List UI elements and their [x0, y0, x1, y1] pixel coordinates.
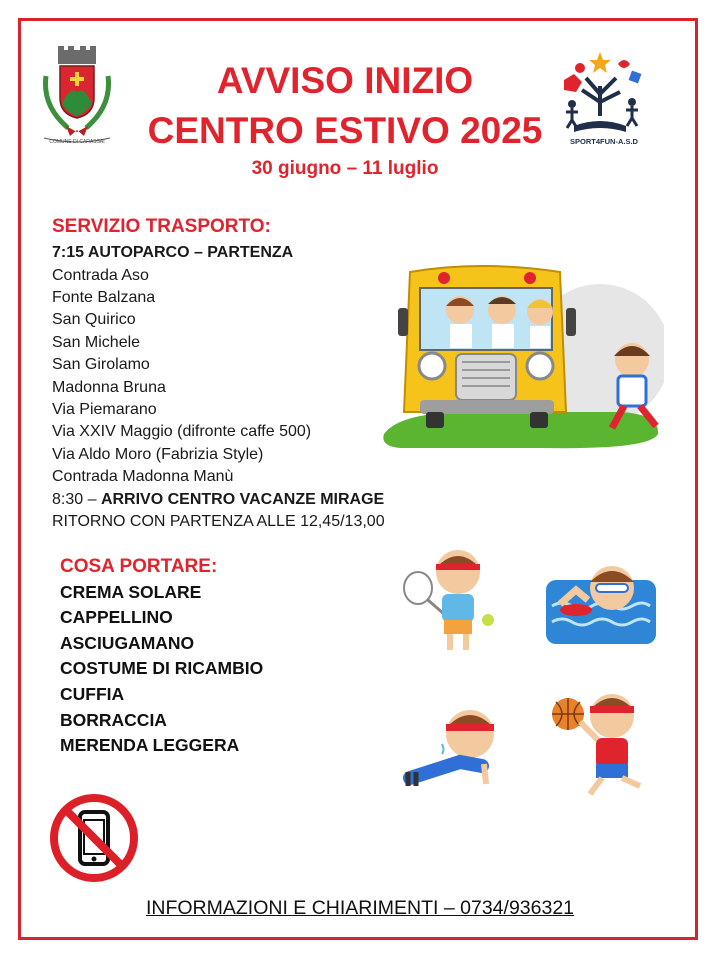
- transport-heading: SERVIZIO TRASPORTO:: [52, 216, 271, 237]
- list-item: San Quirico: [52, 311, 136, 328]
- list-item: CUFFIA: [60, 684, 125, 704]
- arrival-time: 8:30 –: [52, 491, 101, 508]
- list-item: Madonna Bruna: [52, 379, 166, 396]
- arrival-place: ARRIVO CENTRO VACANZE MIRAGE: [100, 491, 385, 508]
- basketball-kid-icon: [550, 686, 654, 798]
- list-item: Contrada Madonna Manù: [52, 468, 234, 485]
- list-item: San Girolamo: [52, 356, 150, 373]
- list-item: CREMA SOLARE: [60, 582, 202, 602]
- list-item: ASCIUGAMANO: [60, 633, 195, 653]
- return-line: RITORNO CON PARTENZA ALLE 12,45/13,00: [52, 513, 385, 530]
- town-crest-icon: [38, 46, 116, 144]
- pushup-kid-icon: [400, 700, 510, 792]
- list-item: Via XXIV Maggio (difronte caffe 500): [52, 423, 312, 440]
- list-item: San Michele: [52, 334, 141, 351]
- list-item: Via Aldo Moro (Fabrizia Style): [52, 446, 264, 463]
- info-footer: INFORMAZIONI E CHIARIMENTI – 0734/936321: [145, 897, 575, 919]
- list-item: Contrada Aso: [52, 267, 149, 284]
- list-item: Fonte Balzana: [52, 289, 156, 306]
- list-item: COSTUME DI RICAMBIO: [60, 658, 264, 678]
- bring-heading: COSA PORTARE:: [60, 556, 218, 577]
- page-title-line-1: AVVISO INIZIO: [216, 60, 474, 101]
- departure-line: 7:15 AUTOPARCO – PARTENZA: [52, 244, 294, 261]
- svg-text:COMUNE DI CARASSAI: COMUNE DI CARASSAI: [49, 139, 105, 144]
- date-range: 30 giugno – 11 luglio: [251, 158, 439, 179]
- list-item: Via Piemarano: [52, 401, 157, 418]
- swimming-kid-icon: [546, 560, 656, 650]
- page-title-line-2: CENTRO ESTIVO 2025: [147, 110, 543, 151]
- list-item: CAPPELLINO: [60, 607, 173, 627]
- sport4fun-logo-icon: [556, 50, 652, 148]
- list-item: BORRACCIA: [60, 710, 167, 730]
- no-phone-icon: [46, 790, 142, 886]
- tennis-kid-icon: [400, 544, 500, 656]
- school-bus-icon: [380, 262, 664, 474]
- arrival-line: [52, 491, 384, 509]
- svg-text:SPORT4FUN-A.S.D: SPORT4FUN-A.S.D: [570, 137, 638, 146]
- list-item: MERENDA LEGGERA: [60, 735, 240, 755]
